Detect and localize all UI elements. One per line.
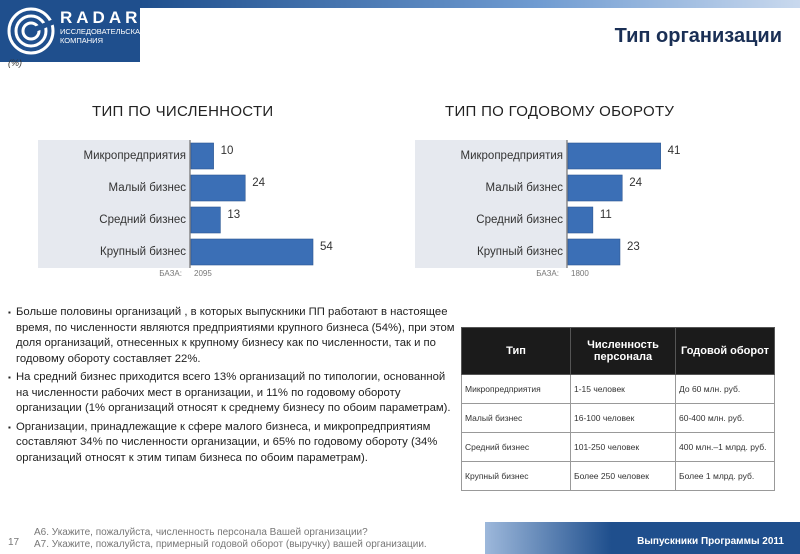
table-row bbox=[462, 375, 775, 404]
category-label: Средний бизнес bbox=[99, 214, 186, 226]
table-row bbox=[462, 462, 775, 491]
bullet-item: ▪ Организации, принадлежащие к сфере малого бизнеса, и микропредприятиям составляют 34% по численности организации, и 65% по годовому обороту (34% организаций относят к этим типам бизнеса по обоим параметрам). bbox=[8, 420, 458, 467]
header bbox=[0, 0, 800, 74]
table-cell: 1-15 человек bbox=[571, 375, 676, 404]
table-cell: 101-250 человек bbox=[571, 433, 676, 462]
bar bbox=[568, 175, 622, 201]
brand-name: RADAR bbox=[60, 8, 142, 27]
chart-title-headcount: ТИП ПО ЧИСЛЕННОСТИ bbox=[92, 103, 274, 120]
category-label: Средний бизнес bbox=[476, 214, 563, 226]
table-cell: Крупный бизнес bbox=[462, 462, 571, 491]
bar bbox=[191, 239, 313, 265]
bullet-item: ▪ Больше половины организаций , в которых выпускники ПП работают в настоящее время, по численности являются предприятиями крупного бизнеса (54%), при этом доля организаций, отнесенных к крупному бизнесу как по численности, так и по годовому обороту составляет 22%. bbox=[8, 305, 458, 367]
chart-turnover bbox=[415, 140, 745, 282]
value-label: 10 bbox=[220, 145, 234, 157]
table-cell: Малый бизнес bbox=[462, 404, 571, 433]
value-label: 41 bbox=[667, 145, 681, 157]
category-label: Малый бизнес bbox=[485, 182, 563, 194]
type-definition-table bbox=[461, 327, 775, 491]
value-label: 54 bbox=[320, 241, 333, 253]
table-cell: Более 1 млрд. руб. bbox=[676, 462, 775, 491]
category-label: Малый бизнес bbox=[108, 182, 186, 194]
bullet-list bbox=[8, 305, 458, 469]
base-value: 2095 bbox=[194, 269, 212, 278]
table-header-row bbox=[462, 328, 775, 375]
value-label: 11 bbox=[599, 209, 612, 221]
footnote-line: А7. Укажите, пожалуйста, примерный годовой оборот (выручку) вашей организации. bbox=[34, 539, 427, 550]
brand-subtitle: ИССЛЕДОВАТЕЛЬСКАЯ КОМПАНИЯ bbox=[60, 27, 146, 45]
radar-logo-icon bbox=[6, 6, 56, 56]
percent-note: (%) bbox=[8, 58, 22, 68]
bar bbox=[191, 207, 220, 233]
base-label: БАЗА: bbox=[536, 269, 559, 278]
table-header-type: Тип bbox=[462, 328, 571, 375]
table-cell: Более 250 человек bbox=[571, 462, 676, 491]
footnote bbox=[34, 527, 427, 551]
footnote-line: А6. Укажите, пожалуйста, численность персонала Вашей организации? bbox=[34, 527, 368, 538]
base-label: БАЗА: bbox=[159, 269, 182, 278]
table-cell: Микропредприятия bbox=[462, 375, 571, 404]
chart-title-turnover: ТИП ПО ГОДОВОМУ ОБОРОТУ bbox=[445, 103, 675, 120]
table-cell: 400 млн.–1 млрд. руб. bbox=[676, 433, 775, 462]
category-label: Микропредприятия bbox=[83, 150, 186, 162]
logo bbox=[0, 0, 146, 62]
header-stripe bbox=[140, 0, 800, 8]
footer-program: Выпускники Программы 2011 bbox=[637, 536, 784, 547]
table-header-turnover: Годовой оборот bbox=[676, 328, 775, 375]
table-cell: До 60 млн. руб. bbox=[676, 375, 775, 404]
value-label: 23 bbox=[626, 241, 640, 253]
category-label: Крупный бизнес bbox=[477, 246, 563, 258]
table-cell: 60-400 млн. руб. bbox=[676, 404, 775, 433]
page-number: 17 bbox=[8, 537, 20, 548]
value-label: 24 bbox=[629, 177, 643, 189]
category-label: Микропредприятия bbox=[460, 150, 563, 162]
bar bbox=[568, 239, 620, 265]
page-title: Тип организации bbox=[614, 25, 782, 47]
base-value: 1800 bbox=[571, 269, 589, 278]
table-cell: Средний бизнес bbox=[462, 433, 571, 462]
bar bbox=[191, 175, 245, 201]
table-cell: 16-100 человек bbox=[571, 404, 676, 433]
bar bbox=[568, 207, 593, 233]
bar bbox=[568, 143, 661, 169]
category-label: Крупный бизнес bbox=[100, 246, 186, 258]
chart-headcount bbox=[38, 140, 368, 282]
value-label: 13 bbox=[227, 209, 241, 221]
bullet-item: ▪ На средний бизнес приходится всего 13% организаций по типологии, основанной на численности рабочих мест в организации, и 11% по годовому обороту организации (1% организаций относят к среднему бизнесу по обоим параметрам). bbox=[8, 370, 458, 417]
value-label: 24 bbox=[252, 177, 266, 189]
table-row bbox=[462, 433, 775, 462]
table-header-headcount: Численность персонала bbox=[571, 328, 676, 375]
bar bbox=[191, 143, 214, 169]
table-row bbox=[462, 404, 775, 433]
